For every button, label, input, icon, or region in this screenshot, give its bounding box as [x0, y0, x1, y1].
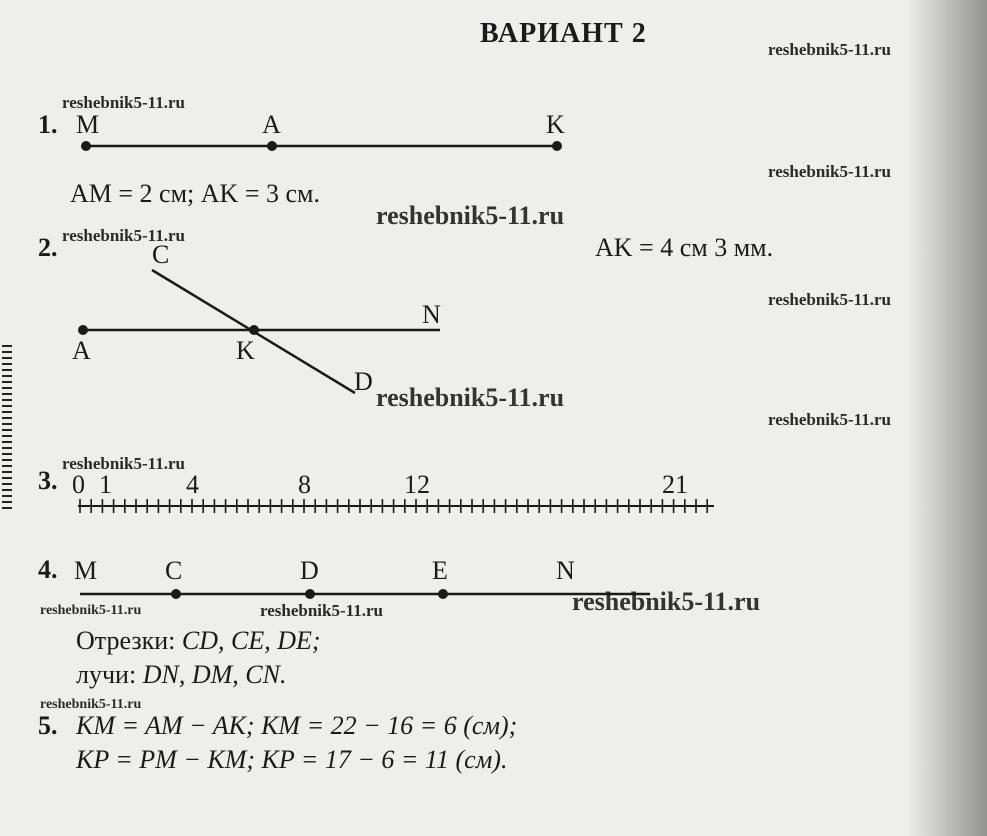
- problem-5-line-2: [76, 745, 507, 775]
- point-label-M: M: [74, 556, 98, 585]
- problem-5-line-1: [76, 711, 517, 741]
- watermark: reshebnik5-11.ru: [62, 454, 185, 473]
- problem-1-answer: AM = 2 см; AK = 3 см.: [70, 179, 320, 208]
- problem-4-rays: [76, 660, 286, 690]
- watermark: reshebnik5-11.ru: [376, 383, 565, 412]
- watermark: reshebnik5-11.ru: [768, 162, 891, 181]
- tick-label-8: 8: [298, 470, 311, 499]
- point-label-D: D: [354, 367, 373, 396]
- watermark: reshebnik5-11.ru: [768, 290, 891, 309]
- problem-1-number: 1.: [38, 110, 58, 139]
- problem-5-formula-2: KP = PM − KM; KP = 17 − 6 = 11 (см).: [76, 745, 508, 774]
- p4-line: [80, 589, 650, 599]
- watermark: reshebnik5-11.ru: [768, 410, 891, 429]
- problem-4-number: 4.: [38, 555, 58, 584]
- page-title: ВАРИАНТ 2: [480, 18, 647, 49]
- watermark: reshebnik5-11.ru: [40, 697, 142, 712]
- point-label-A: A: [72, 336, 91, 365]
- p1-segment: [81, 141, 562, 151]
- watermark: reshebnik5-11.ru: [40, 603, 142, 618]
- watermark: reshebnik5-11.ru: [768, 40, 891, 59]
- watermark: reshebnik5-11.ru: [62, 93, 185, 112]
- problem-5-number: 5.: [38, 711, 58, 740]
- problem-2-answer: AK = 4 см 3 мм.: [595, 233, 774, 262]
- point-label-N: N: [556, 556, 575, 585]
- problem-5-formula-1: KM = AM − AK; KM = 22 − 16 = 6 (см);: [76, 711, 518, 740]
- problem-3-number: 3.: [38, 466, 58, 495]
- tick-label-21: 21: [662, 470, 688, 499]
- watermark: reshebnik5-11.ru: [260, 601, 383, 620]
- tick-label-1: 1: [99, 470, 112, 499]
- p2-figure: [78, 270, 440, 393]
- problem-4-segments: [76, 626, 321, 656]
- problem-2-number: 2.: [38, 233, 58, 262]
- rays-label: лучи:: [76, 660, 137, 689]
- point-label-M: M: [76, 110, 100, 139]
- point-label-K: K: [236, 336, 255, 365]
- watermark: reshebnik5-11.ru: [572, 587, 761, 616]
- segments-label: Отрезки:: [76, 626, 176, 655]
- watermark: reshebnik5-11.ru: [376, 201, 565, 230]
- point-label-A: A: [262, 110, 281, 139]
- watermark: reshebnik5-11.ru: [62, 226, 185, 245]
- rays-list: DN, DM, CN.: [142, 660, 287, 689]
- point-label-K: K: [546, 110, 565, 139]
- p3-number-line: [78, 499, 714, 513]
- point-label-E: E: [432, 556, 448, 585]
- segments-list: CD, CE, DE;: [181, 626, 321, 655]
- point-label-D: D: [300, 556, 319, 585]
- point-label-C: C: [152, 240, 170, 269]
- tick-label-4: 4: [186, 470, 199, 499]
- tick-label-12: 12: [404, 470, 430, 499]
- point-label-C: C: [165, 556, 183, 585]
- point-label-N: N: [422, 300, 441, 329]
- tick-label-0: 0: [72, 470, 85, 499]
